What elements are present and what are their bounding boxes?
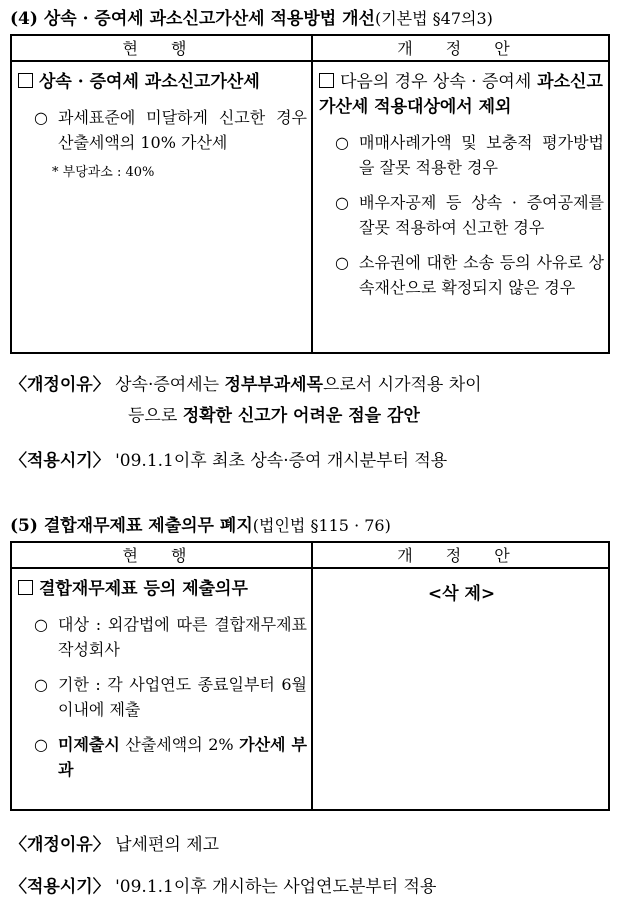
list-item-emphasis: 가산세 부과 [58,735,307,779]
list-item-text: 기한 : 각 사업연도 종료일부터 6월 이내에 제출 [58,675,307,719]
section-4-law-ref: (기본법 §47의3) [374,9,493,28]
reason-text: 상속·증여세는 [115,375,220,395]
section-5-reason [10,830,219,861]
list-item [18,612,307,662]
circle-bullet-icon: ○ [34,735,48,754]
list-item-text: 과세표준에 미달하게 신고한 경우 산출세액의 10% 가산세 [58,108,307,152]
footnote: * 부당과소 : 40% [52,165,155,180]
square-bullet-icon [18,580,33,595]
current-cell [11,568,312,810]
circle-bullet-icon: ○ [34,675,48,694]
section-4-comparison-table [10,34,610,354]
list-item-emphasis: 미제출시 [58,735,120,754]
circle-bullet-icon: ○ [335,133,349,152]
apply-tag: 〈적용시기〉 [10,877,110,897]
section-5-law-ref: (법인법 §115 · 76) [252,516,391,535]
list-item [319,130,604,180]
section-4-heading: (4) 상속 · 증여세 과소신고가산세 적용방법 개선 [10,9,375,29]
deleted-label: <삭 제> [427,584,496,604]
list-item [319,250,604,300]
proposed-box-plain: 다음의 경우 상속 · 증여세 [340,72,532,92]
column-header-current: 현 행 [11,35,312,61]
current-box-label: 상속 · 증여세 과소신고가산세 [39,72,260,92]
list-item [18,105,307,155]
section-4-apply-date [10,446,447,477]
section-5-title [10,511,391,536]
circle-bullet-icon: ○ [335,253,349,272]
list-item [18,732,307,782]
list-item-text: 소유권에 대한 소송 등의 사유로 상속재산으로 확정되지 않은 경우 [359,253,604,297]
section-5-apply-date [10,872,436,903]
column-header-proposed: 개 정 안 [312,35,609,61]
reason-text: 으로서 시가적용 차이 [323,375,482,395]
reason-tag: 〈개정이유〉 [10,835,110,855]
section-4-reason [10,370,482,432]
proposed-box-bold: 과소신고가산세 적용대상에서 제외 [319,72,603,117]
list-item-text: 대상 : 외감법에 따른 결합재무제표작성회사 [58,615,307,659]
column-header-current: 현 행 [11,542,312,568]
circle-bullet-icon: ○ [335,193,349,212]
current-box-label: 결합재무제표 등의 제출의무 [39,579,248,599]
current-box-item [18,577,307,602]
section-4-title [10,4,493,29]
column-header-proposed: 개 정 안 [312,542,609,568]
current-box-item [18,70,307,95]
current-cell [11,61,312,353]
list-item-text: 산출세액의 2% [125,735,234,754]
reason-text: 납세편의 제고 [115,835,220,855]
list-item [319,190,604,240]
reason-emphasis: 정부부과세목 [224,375,323,395]
section-5-comparison-table [10,541,610,811]
square-bullet-icon [319,73,334,88]
apply-text: '09.1.1이후 최초 상속·증여 개시분부터 적용 [115,451,448,471]
proposed-cell [312,568,609,810]
reason-text: 등으로 [128,406,178,426]
circle-bullet-icon: ○ [34,615,48,634]
list-item [18,672,307,722]
apply-tag: 〈적용시기〉 [10,451,110,471]
circle-bullet-icon: ○ [34,108,48,127]
proposed-cell [312,61,609,353]
proposed-box-item [319,70,604,120]
section-5-heading: (5) 결합재무제표 제출의무 폐지 [10,516,253,536]
list-item-text: 배우자공제 등 상속 · 증여공제를 잘못 적용하여 신고한 경우 [359,193,604,237]
square-bullet-icon [18,73,33,88]
reason-emphasis: 정확한 신고가 어려운 점을 감안 [182,406,420,426]
list-item-text: 매매사례가액 및 보충적 평가방법을 잘못 적용한 경우 [359,133,604,177]
reason-tag: 〈개정이유〉 [10,375,110,395]
apply-text: '09.1.1이후 개시하는 사업연도분부터 적용 [115,877,437,897]
